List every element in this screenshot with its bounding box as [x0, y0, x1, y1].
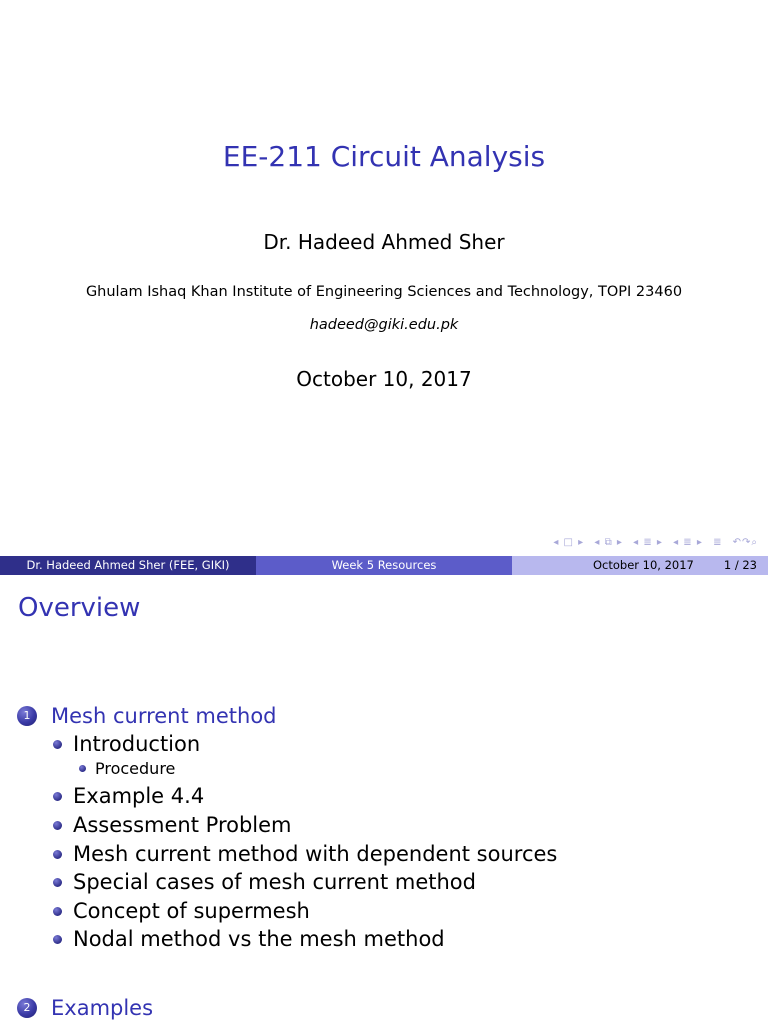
slide-footer	[0, 556, 768, 575]
author-name: Dr. Hadeed Ahmed Sher	[263, 230, 505, 254]
toc-subsection[interactable]	[53, 870, 476, 894]
bullet-icon	[53, 878, 62, 887]
beamer-navigation-symbols[interactable]	[547, 537, 758, 548]
bullet-icon	[53, 740, 62, 749]
toc-subsubsection[interactable]	[79, 759, 175, 778]
bullet-icon	[53, 935, 62, 944]
frame-title: Overview	[18, 593, 141, 623]
subsection-label: Assessment Problem	[73, 813, 292, 837]
presentation-date: October 10, 2017	[296, 367, 472, 391]
footer-author: Dr. Hadeed Ahmed Sher (FEE, GIKI)	[0, 556, 256, 575]
subsection-label: Introduction	[73, 732, 201, 756]
subsection-label: Special cases of mesh current method	[73, 870, 476, 894]
footer-date-page	[512, 556, 768, 575]
toc-subsection[interactable]	[53, 899, 310, 923]
toc-subsection[interactable]	[53, 842, 557, 866]
institute-name: Ghulam Ishaq Khan Institute of Engineering Sciences and Technology, TOPI 23460	[85, 284, 683, 300]
toc-section-2[interactable]	[17, 996, 153, 1020]
bullet-icon	[53, 821, 62, 830]
subsection-nav-icon[interactable]: ◂ ⧉ ▸	[594, 537, 623, 548]
subsection-label: Nodal method vs the mesh method	[73, 927, 445, 951]
overview-slide	[0, 576, 768, 1024]
bullet-icon	[79, 765, 86, 772]
document-nav-icon[interactable]: ◂ ≣ ▸	[673, 537, 703, 548]
section-number-ball: 2	[17, 998, 37, 1018]
subsection-label: Mesh current method with dependent sources	[73, 842, 558, 866]
author-email: hadeed@giki.edu.pk	[309, 317, 459, 333]
footer-date: October 10, 2017	[592, 558, 694, 572]
section-number-ball: 1	[17, 706, 37, 726]
bullet-icon	[53, 907, 62, 916]
subsection-label: Concept of supermesh	[73, 899, 310, 923]
toc-subsection[interactable]	[53, 784, 204, 808]
section-title: Mesh current method	[51, 704, 277, 728]
toc-section-1[interactable]	[17, 704, 277, 728]
toc-subsection[interactable]	[53, 732, 200, 756]
bullet-icon	[53, 792, 62, 801]
bullet-icon	[53, 850, 62, 859]
section-nav-icon[interactable]: ◂ ≣ ▸	[633, 537, 663, 548]
subsubsection-label: Procedure	[95, 759, 176, 778]
presentation-title: EE-211 Circuit Analysis	[222, 140, 546, 173]
footer-short-title: Week 5 Resources	[256, 556, 512, 575]
section-title: Examples	[51, 996, 154, 1020]
footer-page-number: 1 / 23	[723, 558, 757, 572]
frame-nav-icon[interactable]: ◂ □ ▸	[553, 537, 585, 548]
toc-nav-icon[interactable]: ≣	[713, 537, 723, 548]
toc-subsection[interactable]	[53, 927, 445, 951]
back-forward-search-icon[interactable]: ↶↷⌕	[732, 537, 758, 548]
subsection-label: Example 4.4	[73, 784, 205, 808]
toc-subsection[interactable]	[53, 813, 292, 837]
